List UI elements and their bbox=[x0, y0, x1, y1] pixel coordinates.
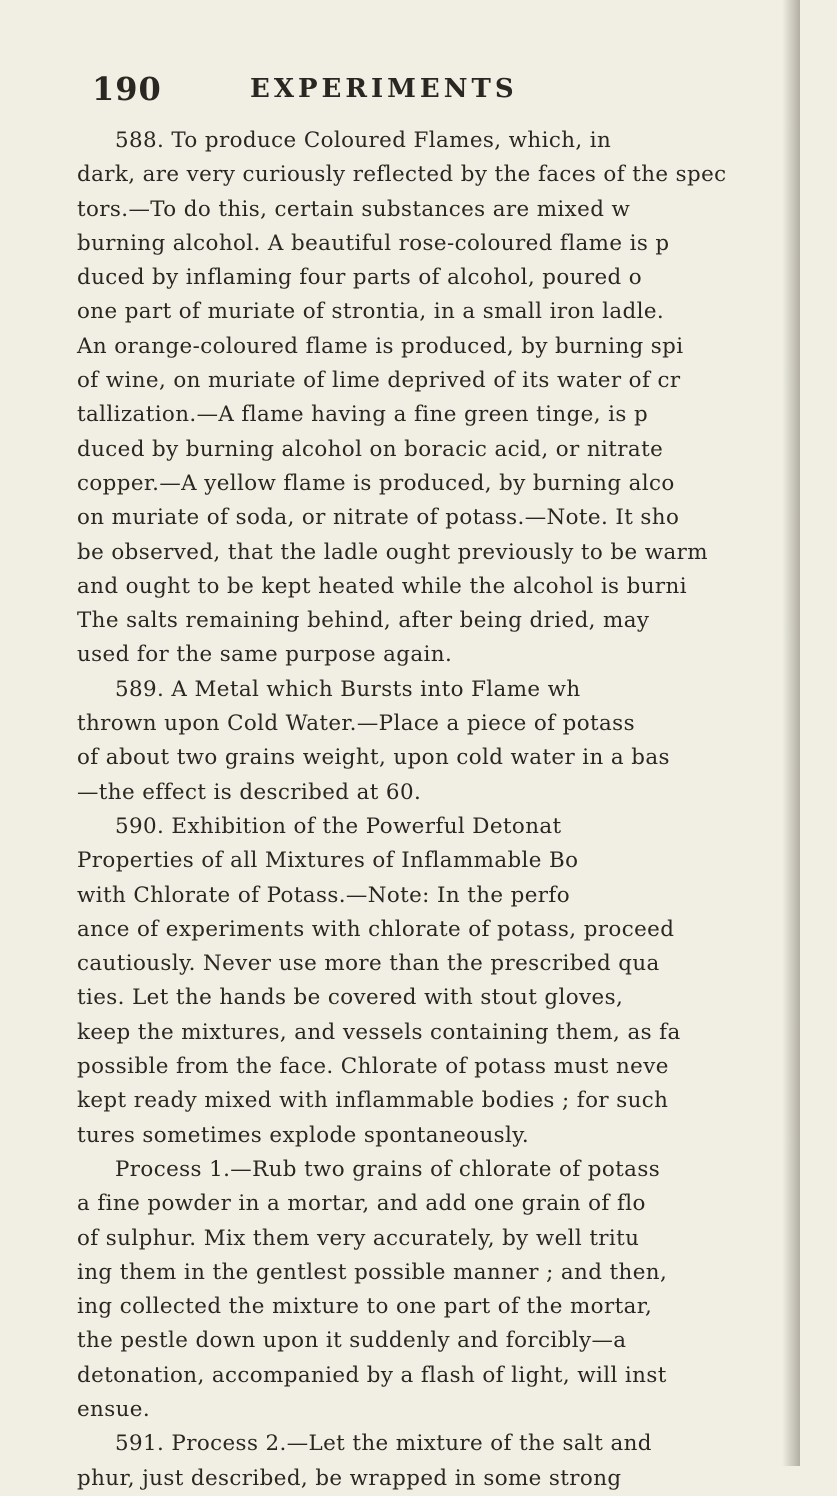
text-line: copper.—A yellow flame is produced, by burning alco bbox=[77, 470, 675, 496]
text-line: ties. Let the hands be covered with stout gloves, bbox=[77, 985, 624, 1011]
text-line: on muriate of soda, or nitrate of potass.—Note. It sho bbox=[77, 505, 680, 531]
page-header bbox=[92, 70, 612, 110]
text-line: be observed, that the ladle ought previously to be warm bbox=[77, 539, 708, 565]
text-line: duced by burning alcohol on boracic acid, or nitrate bbox=[77, 436, 664, 462]
text-line: duced by inflaming four parts of alcohol, poured o bbox=[77, 265, 643, 291]
text-line: ing them in the gentlest possible manner ; and then, bbox=[77, 1259, 668, 1285]
running-head: EXPERIMENTS bbox=[250, 74, 518, 104]
text-line: one part of muriate of strontia, in a small iron ladle. bbox=[77, 299, 665, 325]
text-line: keep the mixtures, and vessels containing them, as fa bbox=[77, 1019, 681, 1045]
text-line: and ought to be kept heated while the alcohol is burni bbox=[77, 573, 687, 599]
text-line: ensue. bbox=[77, 1396, 151, 1422]
text-line: tures sometimes explode spontaneously. bbox=[77, 1122, 530, 1148]
text-line: the pestle down upon it suddenly and forcibly—a bbox=[77, 1328, 627, 1354]
text-line: An orange-coloured flame is produced, by burning spi bbox=[77, 333, 684, 359]
text-line: 591. Process 2.—Let the mixture of the salt and bbox=[115, 1431, 652, 1457]
text-line: Process 1.—Rub two grains of chlorate of potass bbox=[115, 1156, 661, 1182]
text-line: burning alcohol. A beautiful rose-coloured flame is p bbox=[77, 230, 670, 256]
text-line: a fine powder in a mortar, and add one grain of flo bbox=[77, 1191, 646, 1217]
text-line: The salts remaining behind, after being dried, may bbox=[77, 608, 650, 634]
text-line: ance of experiments with chlorate of potass, proceed bbox=[77, 916, 675, 942]
text-line: dark, are very curiously reflected by the faces of the spec bbox=[77, 162, 727, 188]
text-line: detonation, accompanied by a flash of light, will inst bbox=[77, 1362, 667, 1388]
text-line: kept ready mixed with inflammable bodies ; for such bbox=[77, 1088, 669, 1114]
text-line: 588. To produce Coloured Flames, which, in bbox=[115, 128, 612, 153]
text-line: thrown upon Cold Water.—Place a piece of potass bbox=[77, 711, 635, 737]
text-line: 590. Exhibition of the Powerful Detonat bbox=[115, 813, 562, 839]
text-line: of about two grains weight, upon cold water in a bas bbox=[77, 745, 670, 771]
text-line: with Chlorate of Potass.—Note: In the perfo bbox=[77, 882, 570, 908]
text-line: possible from the face. Chlorate of potass must neve bbox=[77, 1054, 669, 1080]
text-line: of sulphur. Mix them very accurately, by well tritu bbox=[77, 1225, 640, 1251]
page-edge-shadow bbox=[782, 0, 800, 1466]
text-line: Properties of all Mixtures of Inflammable Bo bbox=[77, 848, 579, 874]
text-line: 589. A Metal which Bursts into Flame wh bbox=[115, 676, 581, 702]
page-number: 190 bbox=[92, 70, 162, 108]
text-line: of wine, on muriate of lime deprived of its water of cr bbox=[77, 368, 681, 394]
text-line: —the effect is described at 60. bbox=[77, 779, 422, 805]
text-line: phur, just described, be wrapped in some strong bbox=[77, 1465, 622, 1491]
text-line: ing collected the mixture to one part of the mortar, bbox=[77, 1294, 653, 1320]
body-text bbox=[77, 124, 837, 1496]
text-line: used for the same purpose again. bbox=[77, 642, 453, 668]
text-line: cautiously. Never use more than the prescribed qua bbox=[77, 951, 660, 977]
text-line: tors.—To do this, certain substances are mixed w bbox=[77, 196, 631, 222]
text-line: tallization.—A flame having a fine green tinge, is p bbox=[77, 402, 649, 428]
